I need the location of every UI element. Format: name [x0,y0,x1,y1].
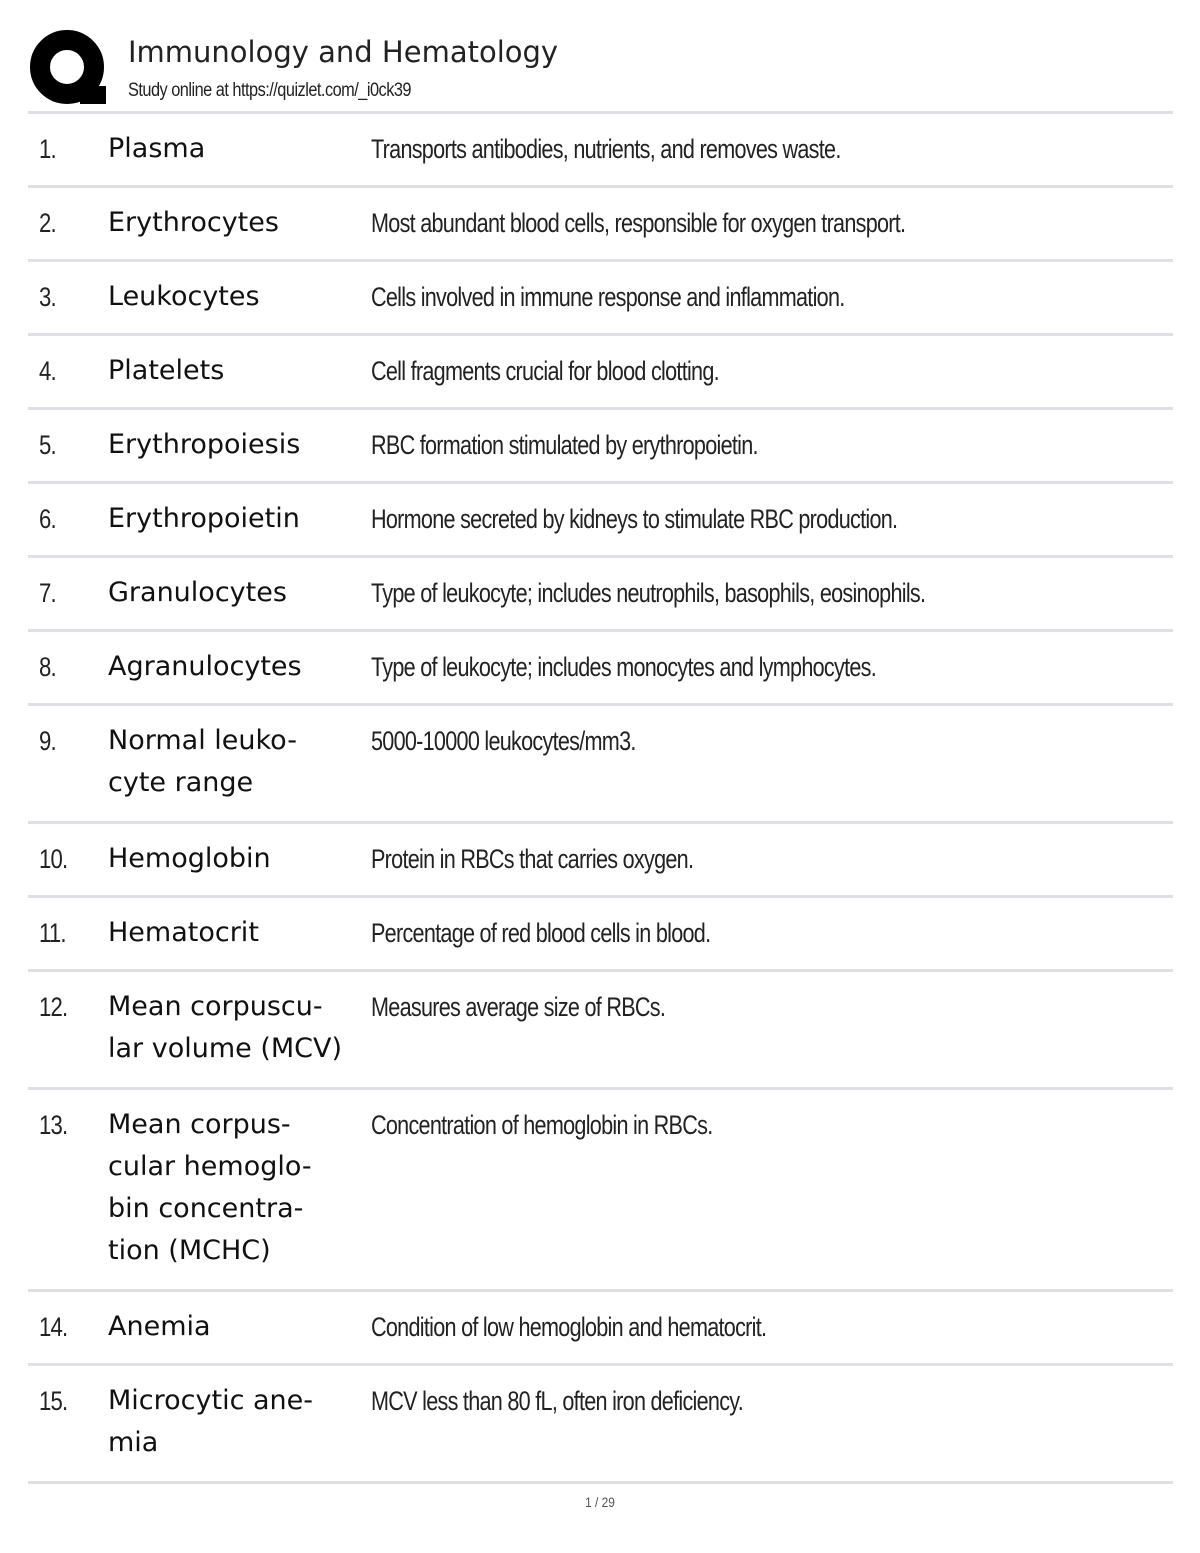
flashcard-row [28,632,1173,706]
card-term-line: Anemia [108,1311,211,1342]
card-term [108,646,368,688]
flashcard-row [28,824,1173,898]
card-definition: Protein in RBCs that carries oxygen. [371,844,694,874]
flashcard-row [28,484,1173,558]
card-definition: Transports antibodies, nutrients, and removes waste. [371,134,841,164]
card-number: 10. [39,844,68,874]
card-definition: RBC formation stimulated by erythropoietin. [371,430,758,460]
card-number: 15. [39,1386,68,1416]
card-number: 7. [39,578,56,608]
card-definition: 5000-10000 leukocytes/mm3. [371,726,636,756]
card-term-line: bin concentra- [108,1193,304,1224]
card-number: 4. [39,356,56,386]
card-term-line: Erythropoiesis [108,429,301,460]
page-title: Immunology and Hematology [128,35,559,69]
flashcard-row [28,706,1173,824]
flashcard-row [28,972,1173,1090]
card-definition: Cells involved in immune response and inflammation. [371,282,845,312]
card-term-line: Plasma [108,133,206,164]
card-number: 6. [39,504,56,534]
card-definition: Most abundant blood cells, responsible for oxygen transport. [371,208,906,238]
flashcard-table [28,111,1173,1484]
card-term [108,202,368,244]
card-term-line: Erythrocytes [108,207,279,238]
card-term-line: Hematocrit [108,917,259,948]
card-term-line: Erythropoietin [108,503,300,534]
card-term-line: Granulocytes [108,577,287,608]
card-definition: Type of leukocyte; includes neutrophils, basophils, eosinophils. [371,578,926,608]
card-term-line: Agranulocytes [108,651,302,682]
card-term-line: Mean corpus- [108,1109,291,1140]
card-term-line: Leukocytes [108,281,260,312]
study-online-link[interactable]: Study online at https://quizlet.com/_i0ck39 [128,80,412,101]
card-term-line: cyte range [108,767,254,798]
flashcard-row [28,188,1173,262]
card-number: 11. [39,918,66,948]
card-number: 13. [39,1110,68,1140]
card-term-line: tion (MCHC) [108,1235,271,1266]
card-definition: MCV less than 80 fL, often iron deficiency. [371,1386,744,1416]
card-definition: Concentration of hemoglobin in RBCs. [371,1110,713,1140]
card-term-line: Normal leuko- [108,725,297,756]
flashcard-row [28,1090,1173,1292]
card-term [108,572,368,614]
card-number: 3. [39,282,56,312]
card-term-line: mia [108,1427,159,1458]
card-term-line: Hemoglobin [108,843,271,874]
quizlet-q-logo-icon [30,30,106,106]
card-definition: Cell fragments crucial for blood clotting. [371,356,719,386]
card-term-line: cular hemoglo- [108,1151,312,1182]
flashcard-row [28,558,1173,632]
card-definition: Percentage of red blood cells in blood. [371,918,711,948]
card-term [108,128,368,170]
card-number: 1. [39,134,56,164]
card-term-line: Platelets [108,355,225,386]
card-definition: Condition of low hemoglobin and hematocrit. [371,1312,767,1342]
flashcard-row [28,1366,1173,1484]
page-header [30,30,1172,112]
card-definition: Type of leukocyte; includes monocytes and lymphocytes. [371,652,877,682]
card-term-line: Mean corpuscu- [108,991,323,1022]
flashcard-row [28,114,1173,188]
card-term [108,1380,368,1464]
card-term-line: Microcytic ane- [108,1385,314,1416]
card-number: 9. [39,726,56,756]
card-number: 12. [39,992,68,1022]
card-term [108,1306,368,1348]
card-term [108,838,368,880]
page-indicator: 1 / 29 [585,1494,615,1510]
card-term [108,276,368,318]
card-term [108,1104,368,1272]
card-number: 8. [39,652,56,682]
card-number: 14. [39,1312,68,1342]
card-term-line: lar volume (MCV) [108,1033,343,1064]
card-term [108,912,368,954]
flashcard-row [28,336,1173,410]
card-definition: Measures average size of RBCs. [371,992,666,1022]
card-term [108,350,368,392]
flashcard-row [28,262,1173,336]
card-number: 2. [39,208,56,238]
flashcard-row [28,410,1173,484]
flashcard-row [28,898,1173,972]
card-term [108,424,368,466]
card-number: 5. [39,430,56,460]
flashcard-row [28,1292,1173,1366]
card-term [108,720,368,804]
card-definition: Hormone secreted by kidneys to stimulate RBC production. [371,504,898,534]
card-term [108,986,368,1070]
card-term [108,498,368,540]
